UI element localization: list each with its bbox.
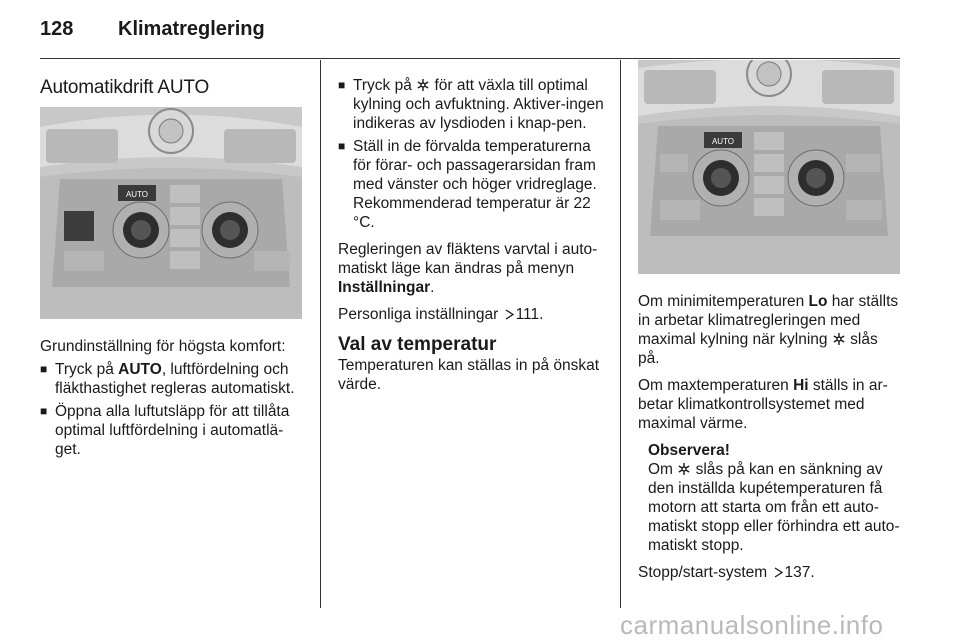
settings-menu-label: Inställningar <box>338 279 431 296</box>
list-item: ■ Tryck på för att växla till optimal kylning och avfuktning. Aktiver-ingen indikeras av lysdioden i knap-pen. <box>338 76 606 133</box>
arrow-right-icon <box>505 309 514 320</box>
list-item: ■ Ställ in de förvalda temperaturerna för förar- och passagerarsidan fram med vänster och höger vridreglage. Rekommenderad temperatur är 22 °C. <box>338 137 606 232</box>
cooling-bullets <box>338 76 606 232</box>
paragraph-hi: Om maxtemperaturen Hi ställs in ar-betar klimatkontrollsystemet med maximal värme. <box>638 377 888 432</box>
auto-bullets <box>40 360 304 459</box>
auto-label: AUTO <box>118 361 162 378</box>
paragraph-personal: Personliga inställningar 111. <box>338 306 544 323</box>
section-title-auto: Automatikdrift AUTO <box>40 77 210 98</box>
column-divider-1 <box>320 60 321 608</box>
column-divider-2 <box>620 60 621 608</box>
temperature-text: Temperaturen kan ställas in på önskat värde. <box>338 357 600 393</box>
paragraph-stopstart: Stopp/start-system 137. <box>638 564 815 581</box>
column-3 <box>638 60 902 582</box>
list-item: ■ Tryck på AUTO, luftfördelning och fläkthastighet regleras automatiskt. <box>40 360 304 398</box>
chapter-title: Klimatreglering <box>118 18 265 40</box>
intro-text: Grundinställning för högsta komfort: <box>40 338 286 355</box>
page-number: 128 <box>40 18 74 40</box>
list-item: ■ Öppna alla luftutsläpp för att tillåta optimal luftfördelning i automatlä-get. <box>40 402 304 459</box>
hi-label: Hi <box>793 377 809 394</box>
snowflake-icon <box>416 78 430 92</box>
note-text: Om slås på kan en sänkning av den inställda kupétemperaturen få motorn att starta om från ett auto-matiskt stopp eller förhindra ett auto-matiskt stopp. <box>648 461 900 554</box>
watermark: carmanualsonline.info <box>620 610 884 640</box>
snowflake-icon <box>677 462 691 476</box>
paragraph-lo: Om minimitemperaturen Lo har ställts in arbetar klimatregleringen med maximal kylning när kylning slås på. <box>638 293 899 367</box>
lo-label: Lo <box>808 293 828 310</box>
paragraph-fan: Regleringen av fläktens varvtal i auto-matiskt läge kan ändras på menyn Inställningar. <box>338 241 598 296</box>
climate-panel-illustration <box>638 60 900 274</box>
column-2 <box>338 60 606 394</box>
arrow-right-icon <box>774 567 783 578</box>
note-box <box>638 441 902 555</box>
climate-panel-photo-1 <box>40 107 302 319</box>
climate-panel-illustration <box>40 107 302 319</box>
column-1 <box>40 60 304 459</box>
climate-panel-photo-2 <box>638 60 900 274</box>
page-ref-137[interactable]: 137. <box>784 564 815 581</box>
note-title: Observera! <box>648 442 730 459</box>
header-divider <box>40 58 900 59</box>
auto-button-label: AUTO <box>125 190 149 199</box>
page-header <box>40 18 265 48</box>
snowflake-icon <box>832 332 846 346</box>
page-ref-111[interactable]: 111. <box>515 306 544 323</box>
section-title-temperature: Val av temperatur <box>338 334 497 355</box>
auto-button-label: AUTO <box>711 137 735 146</box>
